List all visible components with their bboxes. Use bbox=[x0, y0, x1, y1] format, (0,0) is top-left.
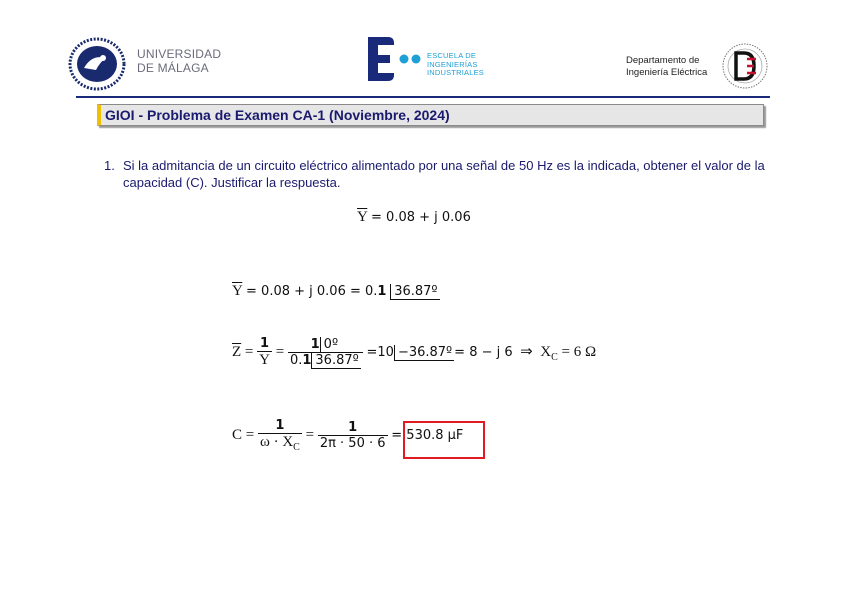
school-logo bbox=[366, 37, 426, 81]
university-name bbox=[137, 47, 221, 75]
frac2-den-b: 1 bbox=[302, 353, 312, 368]
question-number: 1. bbox=[104, 158, 115, 173]
impedance-symbol: $\overline{Z}$ bbox=[232, 343, 242, 360]
frac1-numerator: 1 bbox=[257, 336, 272, 352]
school-line1: ESCUELA DE bbox=[427, 51, 477, 60]
header-divider bbox=[76, 96, 770, 98]
reactance-value: = 6 Ω bbox=[561, 343, 597, 360]
frac2-num-value: 1 bbox=[310, 337, 320, 352]
university-seal-logo bbox=[66, 36, 128, 92]
department-name bbox=[626, 55, 711, 79]
polar-equation bbox=[232, 283, 440, 300]
impedance-magnitude: =10 bbox=[366, 344, 394, 360]
frac2-num-angle: 0º bbox=[320, 337, 340, 353]
cap-frac1-denominator bbox=[258, 434, 302, 453]
dept-line1: Departamento de bbox=[626, 55, 700, 66]
implies-arrow: ⇒ bbox=[520, 343, 533, 360]
frac2-den-angle: 36.87º bbox=[311, 353, 360, 369]
reactance-symbol: X bbox=[540, 343, 552, 360]
school-line2: INGENIERÍAS bbox=[427, 59, 478, 69]
capacitance-result: = 530.8 μF bbox=[391, 427, 464, 443]
cap-frac1-den-sub: C bbox=[293, 442, 300, 453]
admittance-symbol: $\overline{Y}$ bbox=[357, 209, 368, 225]
fraction-2pi bbox=[318, 420, 388, 451]
polar-bold-digit: 1 bbox=[377, 284, 387, 299]
question-text: Si la admitancia de un circuito eléctrico alimentado por una señal de 50 Hz es la indicada, obtener el valor de la capacidad (C). Justificar la respuesta. bbox=[123, 158, 765, 190]
department-seal-logo bbox=[720, 41, 770, 91]
cap-frac2-denominator: 2π · 50 · 6 bbox=[319, 436, 386, 451]
fraction-one-over-y bbox=[257, 336, 272, 369]
school-name bbox=[427, 52, 484, 78]
frac2-denominator bbox=[288, 353, 363, 368]
school-line3: INDUSTRIALES bbox=[427, 68, 484, 77]
dept-line2: Ingeniería Eléctrica bbox=[626, 67, 708, 78]
reactance-subscript: C bbox=[551, 351, 558, 363]
frac2-den-a: 0. bbox=[289, 353, 303, 368]
polar-admittance-symbol: $\overline{Y}$ bbox=[232, 283, 243, 299]
impedance-rect: = 8 − j 6 bbox=[454, 344, 513, 360]
given-rhs: = 0.08 + j 0.06 bbox=[371, 210, 471, 225]
fraction-polar bbox=[288, 337, 363, 368]
answer-highlight-box bbox=[403, 421, 485, 459]
university-line1: UNIVERSIDAD bbox=[137, 47, 222, 61]
page-title: GIOI - Problema de Examen CA-1 (Noviembre, 2024) bbox=[105, 107, 450, 123]
frac2-numerator bbox=[288, 337, 363, 353]
impedance-equation bbox=[232, 336, 596, 369]
impedance-eq2: = bbox=[275, 343, 285, 360]
frac1-denominator: Y bbox=[259, 352, 270, 368]
cap-frac1-den-text: ω · X bbox=[259, 434, 294, 450]
university-line2: DE MÁLAGA bbox=[137, 61, 209, 75]
cap-frac1-numerator: 1 bbox=[258, 418, 302, 434]
cap-frac2-numerator: 1 bbox=[318, 420, 388, 436]
cap-eq: = bbox=[305, 426, 315, 443]
capacitance-symbol: C = bbox=[232, 426, 255, 443]
fraction-omega bbox=[258, 418, 302, 453]
polar-rhs: = 0.08 + j 0.06 = 0. bbox=[246, 284, 378, 299]
given-equation bbox=[357, 209, 471, 226]
polar-angle: 36.87º bbox=[390, 284, 439, 300]
impedance-angle: −36.87º bbox=[394, 345, 454, 361]
impedance-eq: = bbox=[244, 343, 254, 360]
